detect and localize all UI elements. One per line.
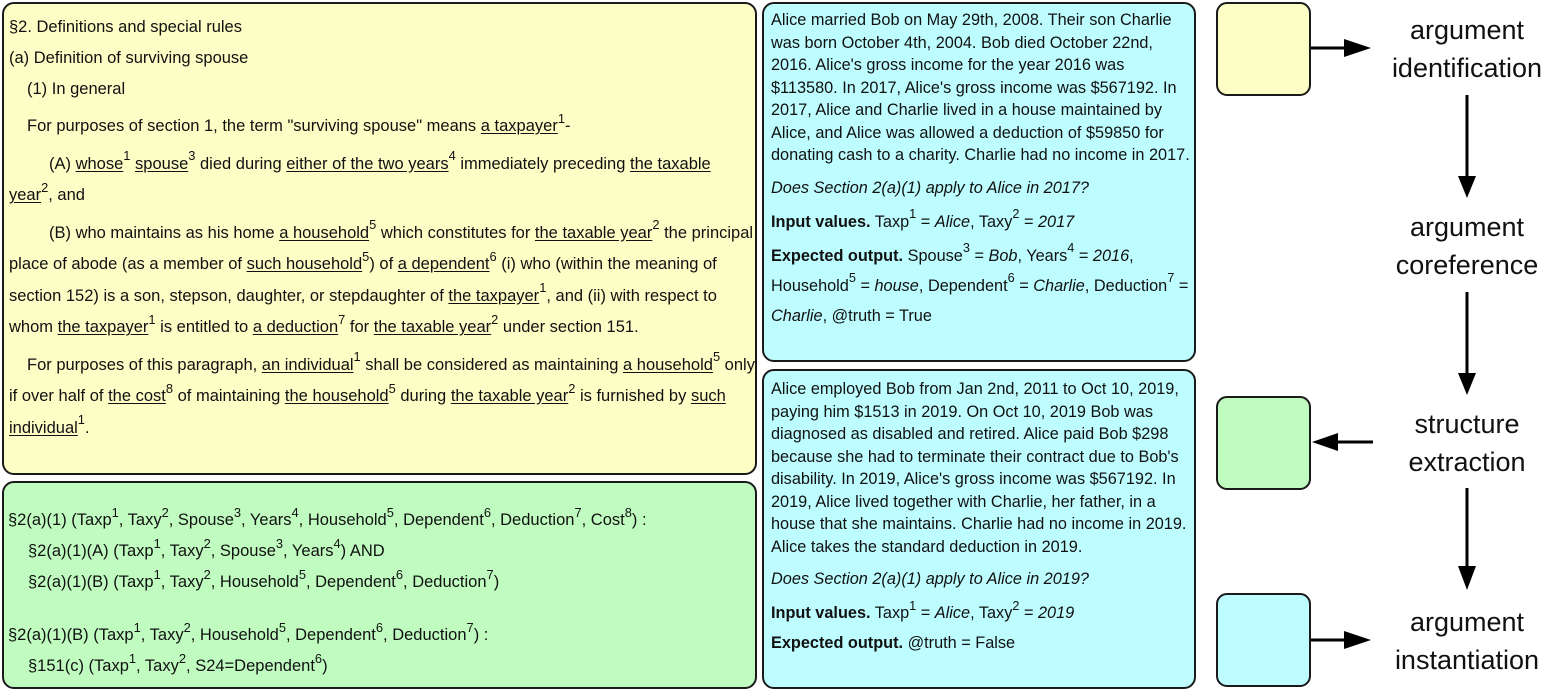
statute-paragraph: (1) In general bbox=[27, 80, 126, 98]
statute-closing: For purposes of this paragraph, an individual$^1$ shall be considered as maintaining a household$^5$ only if over half of the cost$^8$ of maintaining the household$^5$ during the taxable year$^2$ is furnished by such individual$^1$. bbox=[9, 349, 755, 437]
arg-household: a household bbox=[279, 223, 370, 242]
stage-argument-coreference: argument coreference bbox=[1395, 212, 1539, 280]
arg-individual: an individual bbox=[261, 355, 354, 374]
stage-argument-instantiation: argument instantiation bbox=[1394, 607, 1540, 675]
arg-the-household: the household bbox=[284, 387, 389, 405]
expected-output: Expected output. Spouse$^3$ = Bob, Years$^4$ = 2016, Household$^5$ = house, Dependent$^6$ = Charlie, Deduction$^7$ = Charlie, @truth = True bbox=[771, 240, 1189, 325]
input-values: Input values. Taxp$^1$ = Alice, Taxy$^2$ = 2017 bbox=[771, 206, 1075, 231]
arg-taxable-year: the taxable year bbox=[534, 223, 653, 242]
arg-cost: the cost bbox=[108, 387, 166, 405]
input-values: Input values. Taxp$^1$ = Alice, Taxy$^2$ = 2019 bbox=[771, 597, 1075, 622]
rule1-head: §2(a)(1) (Taxp$^1$, Taxy$^2$, Spouse$^3$, Years$^4$, Household$^5$, Dependent$^6$, Deduction$^7$, Cost$^8$) : bbox=[8, 504, 647, 529]
arg-taxable-year: the taxable year bbox=[373, 318, 492, 336]
rule2-sub: §151(c) (Taxp$^1$, Taxy$^2$, S24=Dependent$^6$) bbox=[28, 650, 328, 675]
arg-taxable-year: the taxable year bbox=[9, 154, 711, 204]
case-question: Does Section 2(a)(1) apply to Alice in 2017? bbox=[771, 178, 1089, 197]
arg-the-taxpayer: the taxpayer bbox=[57, 318, 149, 336]
arg-such-household: such household bbox=[246, 255, 363, 273]
statute-intro: For purposes of section 1, the term "surviving spouse" means a taxpayer$^1$- bbox=[27, 110, 571, 135]
stage-argument-identification: argument identification bbox=[1391, 15, 1543, 83]
arg-taxable-year: the taxable year bbox=[450, 387, 569, 405]
statute-clause-a: (A) whose$^1$ spouse$^3$ died during either of the two years$^4$ immediately preceding the taxable year$^2$, and bbox=[9, 148, 711, 204]
arg-taxpayer: a taxpayer bbox=[480, 117, 558, 135]
statute-subsection: (a) Definition of surviving spouse bbox=[9, 49, 249, 67]
arg-deduction: a deduction bbox=[252, 318, 339, 336]
rule2-head: §2(a)(1)(B) (Taxp$^1$, Taxy$^2$, Household$^5$, Dependent$^6$, Deduction$^7$) : bbox=[8, 619, 489, 644]
stage-structure-extraction: structure extraction bbox=[1408, 409, 1526, 477]
expected-output: Expected output. @truth = False bbox=[771, 634, 1016, 652]
case-narrative: Alice employed Bob from Jan 2nd, 2011 to Oct 10, 2019, paying him $1513 in 2019. On Oct 10, 2019 Bob was diagnosed as disabled and retired. Alice paid Bob $298 because she had to terminate their contract due to Bob's disability. In 2019, Alice's gross income was $567192. In 2019, Alice lived together with Charlie, her father, in a house that she maintains. Charlie had no income in 2019. Alice takes the standard deduction in 2019. bbox=[771, 380, 1187, 556]
arg-years: either of the two years bbox=[286, 154, 449, 173]
arg-dependent: a dependent bbox=[397, 255, 490, 273]
rule1-sub-a: §2(a)(1)(A) (Taxp$^1$, Taxy$^2$, Spouse$^3$, Years$^4$) AND bbox=[28, 535, 385, 560]
arg-household: a household bbox=[623, 355, 713, 374]
arg-whose: whose bbox=[75, 154, 124, 173]
case-narrative: Alice married Bob on May 29th, 2008. Their son Charlie was born October 4th, 2004. Bob died October 22nd, 2016. Alice's gross income for the year 2016 was $113580. In 2017, Alice's gross income was $567192. In 2017, Alice and Charlie lived in a house maintained by Alice, and Alice was allowed a deduction of $59850 for donating cash to a charity. Charlie had no income in 2017. bbox=[771, 11, 1190, 164]
rule1-sub-b: §2(a)(1)(B) (Taxp$^1$, Taxy$^2$, Household$^5$, Dependent$^6$, Deduction$^7$) bbox=[28, 566, 500, 591]
statute-clause-b: (B) who maintains as his home a household$^5$ which constitutes for the taxable year$^2$ the principal place of abode (as a member of such household$^5$) of a dependent$^6$ (i) who (within the meaning of section 152) is a son, stepson, daughter, or stepdaughter of the taxpayer$^1$, and (ii) with respect to whom the taxpayer$^1$ is entitled to a deduction$^7$ for the taxable year$^2$ under section 151. bbox=[9, 217, 754, 336]
arg-spouse: spouse bbox=[135, 154, 189, 173]
arg-the-taxpayer: the taxpayer bbox=[448, 286, 540, 305]
statute-title: §2. Definitions and special rules bbox=[9, 18, 242, 36]
arg-such-individual: such individual bbox=[9, 387, 726, 437]
case-question: Does Section 2(a)(1) apply to Alice in 2019? bbox=[771, 570, 1089, 588]
